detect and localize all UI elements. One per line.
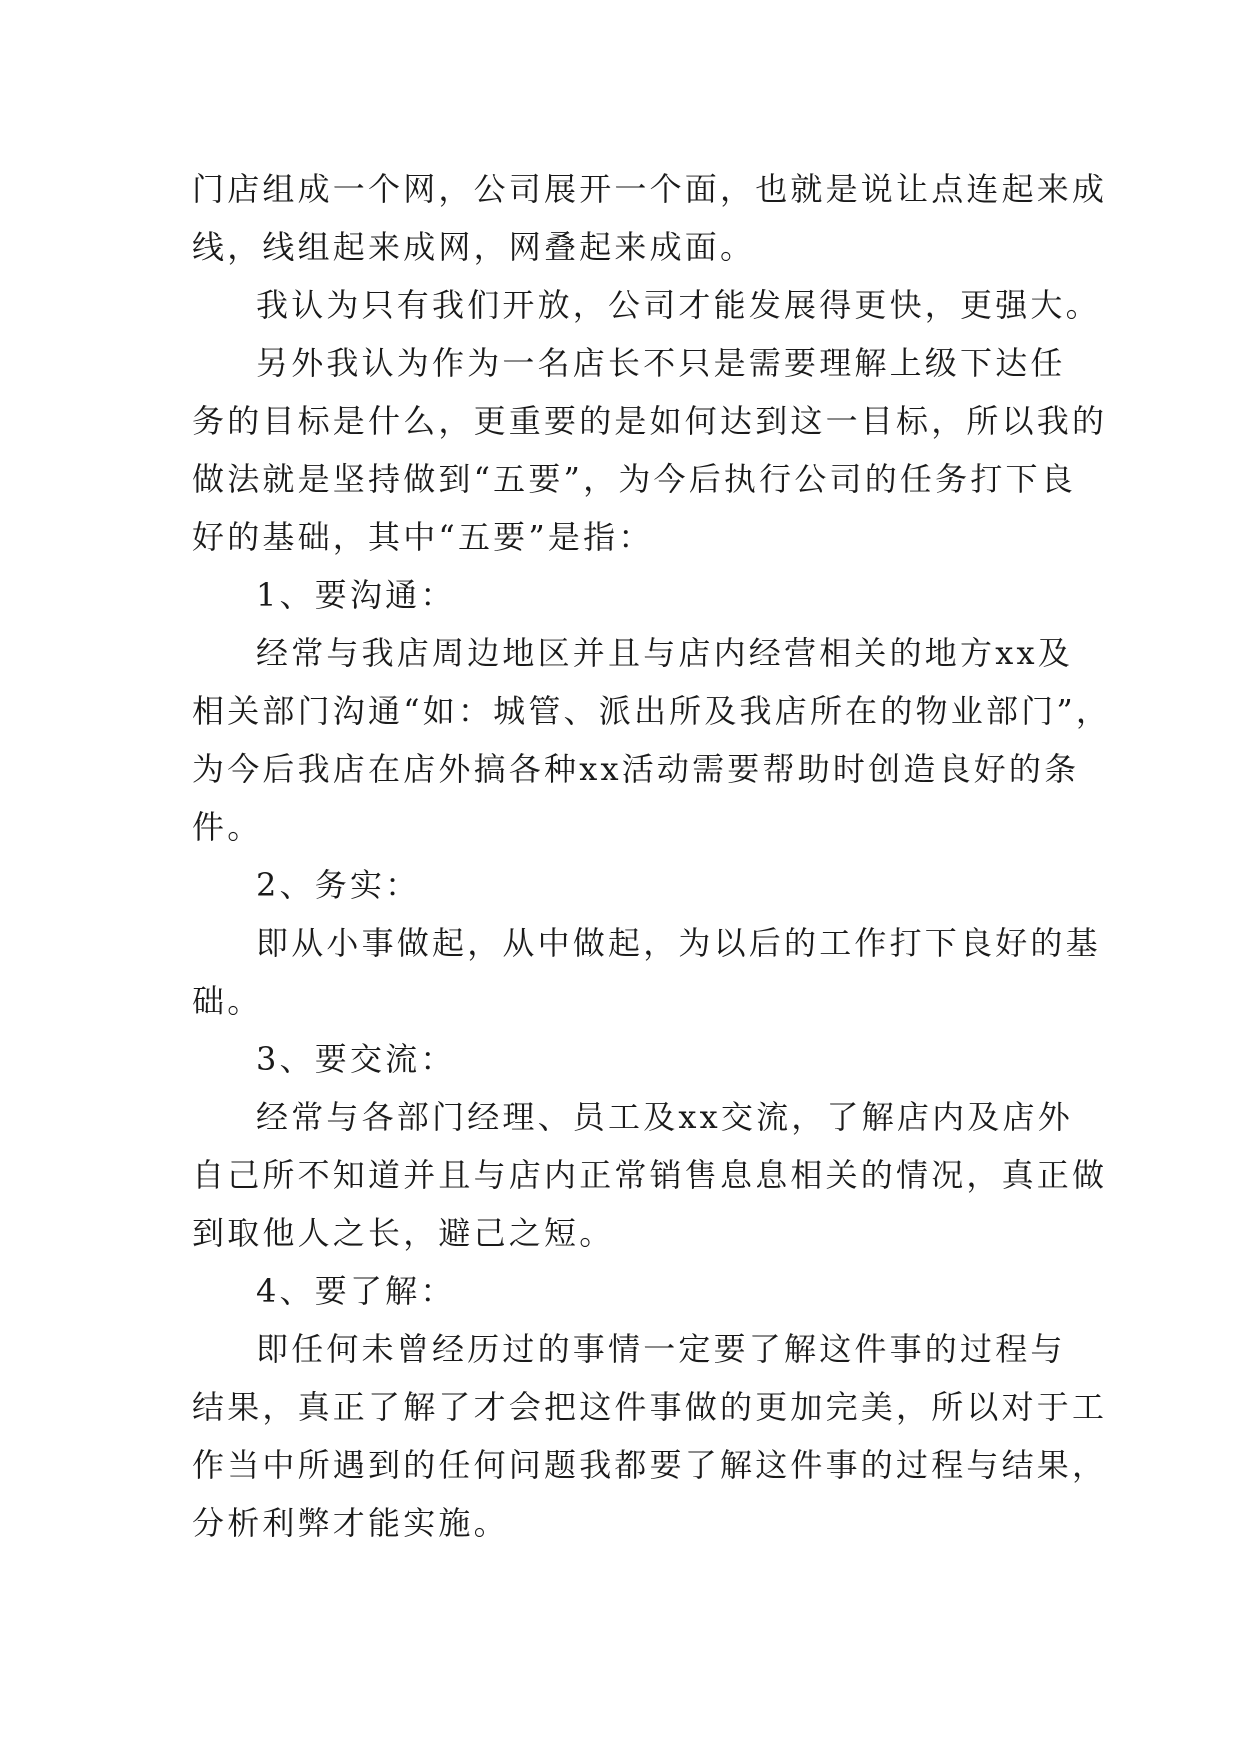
text-line: 为今后我店在店外搞各种xx活动需要帮助时创造良好的条 (192, 750, 1080, 788)
text-line: 我认为只有我们开放，公司才能发展得更快，更强大。 (256, 286, 1101, 324)
text-line: 经常与各部门经理、员工及xx交流，了解店内及店外 (256, 1098, 1073, 1136)
text-line: 结果，真正了解了才会把这件事做的更加完美，所以对于工 (192, 1388, 1108, 1426)
document-body (192, 160, 1112, 1552)
list-heading (192, 1030, 1072, 1088)
list-heading (192, 1262, 1072, 1320)
text-line: 务的目标是什么，更重要的是如何达到这一目标，所以我的 (192, 402, 1108, 440)
text-line: 相关部门沟通“如：城管、派出所及我店所在的物业部门”， (192, 692, 1112, 730)
paragraph (192, 1088, 1108, 1262)
text-line: 3、要交流： (256, 1040, 456, 1078)
text-line: 做法就是坚持做到“五要”，为今后执行公司的任务打下良 (192, 460, 1076, 498)
text-line: 4、要了解： (256, 1272, 456, 1310)
text-line: 线，线组起来成网，网叠起来成面。 (192, 228, 756, 266)
list-heading (192, 856, 1072, 914)
paragraph (192, 914, 1101, 1030)
paragraph (192, 624, 1112, 856)
text-line: 好的基础，其中“五要”是指： (192, 518, 654, 556)
paragraph (192, 276, 1101, 334)
text-line: 即任何未曾经历过的事情一定要了解这件事的过程与 (256, 1330, 1066, 1368)
text-line: 作当中所遇到的任何问题我都要了解这件事的过程与结果， (192, 1446, 1108, 1484)
text-line: 另外我认为作为一名店长不只是需要理解上级下达任 (256, 344, 1066, 382)
paragraph (192, 160, 1108, 276)
text-line: 门店组成一个网，公司展开一个面，也就是说让点连起来成 (192, 170, 1108, 208)
text-line: 1、要沟通： (256, 576, 456, 614)
text-line: 自己所不知道并且与店内正常销售息息相关的情况，真正做 (192, 1156, 1108, 1194)
text-line: 件。 (192, 808, 263, 846)
list-heading (192, 566, 1072, 624)
text-line: 即从小事做起，从中做起，为以后的工作打下良好的基 (256, 924, 1101, 962)
text-line: 础。 (192, 982, 263, 1020)
text-line: 到取他人之长，避己之短。 (192, 1214, 615, 1252)
paragraph (192, 334, 1108, 566)
text-line: 经常与我店周边地区并且与店内经营相关的地方xx及 (256, 634, 1073, 672)
paragraph (192, 1320, 1108, 1552)
text-line: 分析利弊才能实施。 (192, 1504, 509, 1542)
text-line: 2、务实： (256, 866, 421, 904)
